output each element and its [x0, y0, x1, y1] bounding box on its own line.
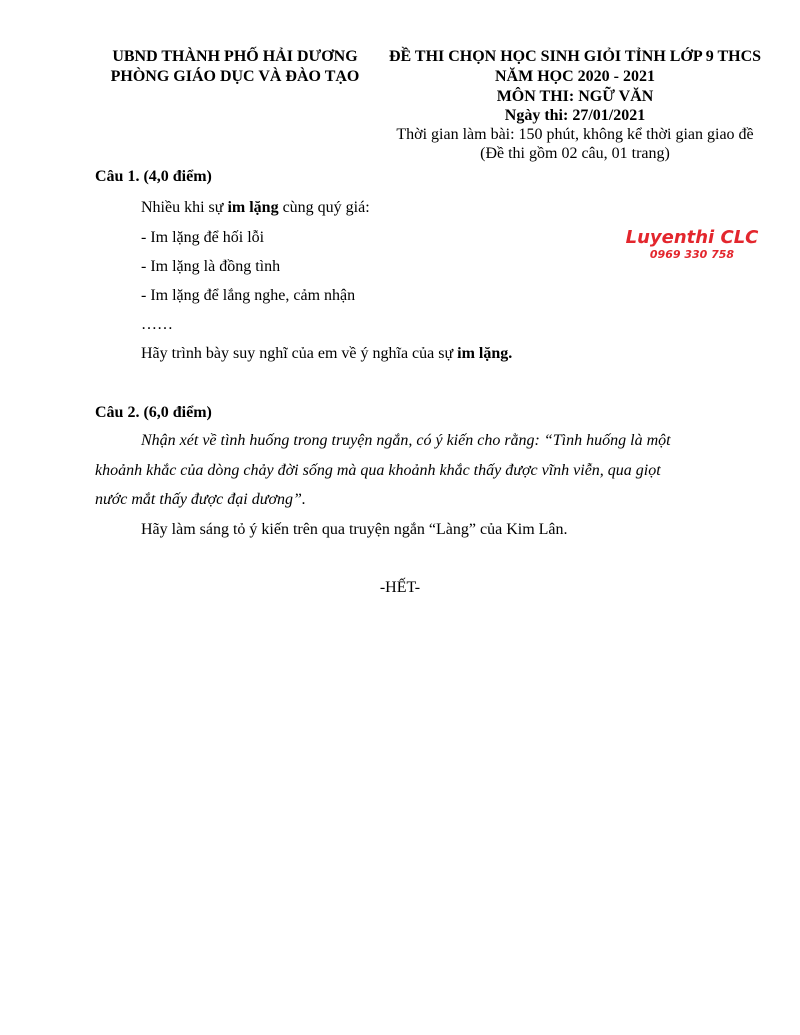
time-limit: Thời gian làm bài: 150 phút, không kể thời gian giao đề — [396, 126, 754, 143]
intro-text-start: Nhiều khi sự — [141, 199, 228, 216]
intro-keyword: im lặng — [227, 199, 279, 216]
question-2-quote-line: Nhận xét về tình huống trong truyện ngắn, có ý kiến cho rằng: “Tình huống là một — [141, 432, 671, 449]
subject: MÔN THI: NGỮ VĂN — [496, 88, 654, 105]
question-1-item: - Im lặng là đồng tình — [141, 258, 281, 275]
question-1-ellipsis: …… — [141, 316, 173, 333]
question-2-quote-line: khoảnh khắc của dòng chảy đời sống mà qua khoảnh khắc thấy được vĩnh viễn, qua giọt — [95, 462, 661, 479]
end-marker: -HẾT- — [379, 579, 421, 596]
page-info: (Đề thi gồm 02 câu, 01 trang) — [480, 145, 670, 162]
question-1-item: - Im lặng để hối lỗi — [141, 229, 265, 246]
question-1-title: Câu 1. (4,0 điểm) — [95, 168, 212, 185]
intro-text-end: cùng quý giá: — [278, 199, 370, 216]
exam-date: Ngày thi: 27/01/2021 — [504, 107, 646, 124]
watermark-logo — [612, 228, 772, 261]
watermark-phone: 0969 330 758 — [649, 248, 735, 261]
question-1-task — [141, 344, 512, 364]
question-2-quote-line: nước mắt thấy được đại dương”. — [95, 491, 306, 508]
task-text: Hãy trình bày suy nghĩ của em về ý nghĩa của sự — [141, 345, 458, 362]
watermark-name: Luyenthi CLC — [625, 227, 759, 248]
exam-title: ĐỀ THI CHỌN HỌC SINH GIỎI TỈNH LỚP 9 THCS — [388, 48, 762, 65]
department-name-line1: UBND THÀNH PHỐ HẢI DƯƠNG — [112, 48, 358, 65]
department-name-line2: PHÒNG GIÁO DỤC VÀ ĐÀO TẠO — [110, 68, 360, 85]
question-2-title: Câu 2. (6,0 điểm) — [95, 404, 212, 421]
task-keyword: im lặng. — [457, 345, 513, 362]
question-2-task: Hãy làm sáng tỏ ý kiến trên qua truyện ngắn “Làng” của Kim Lân. — [141, 521, 568, 538]
school-year: NĂM HỌC 2020 - 2021 — [495, 68, 655, 85]
question-1-item: - Im lặng để lắng nghe, cảm nhận — [141, 287, 356, 304]
question-1-intro — [141, 198, 370, 218]
